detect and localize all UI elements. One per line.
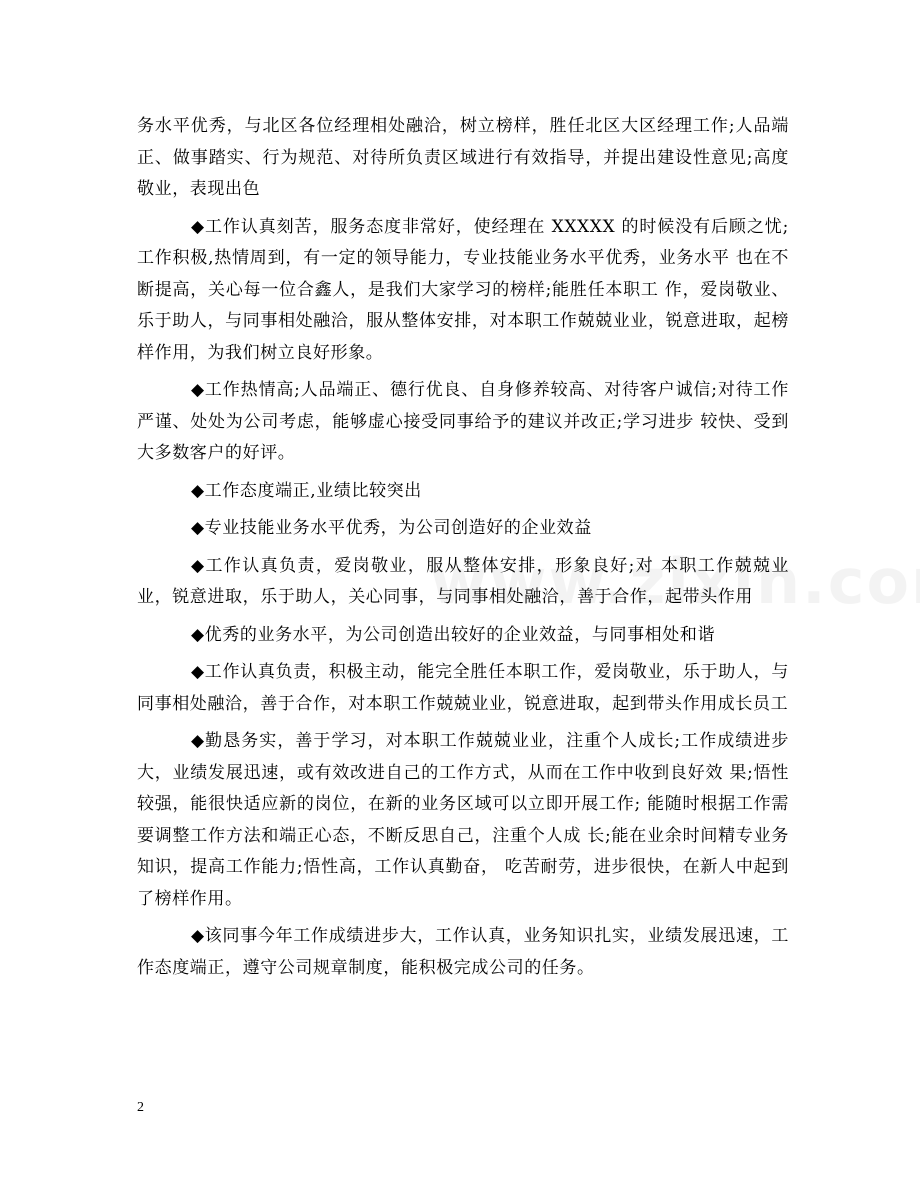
paragraph-bullet: ◆工作认真负责，积极主动，能完全胜任本职工作，爱岗敬业，乐于助人，与同事相处融洽，善于合作，对本职工作兢兢业业，锐意进取，起到带头作用成长员工 xyxy=(137,662,789,714)
paragraph-bullet: ◆专业技能业务水平优秀，为公司创造好的企业效益 xyxy=(191,518,592,538)
paragraph-bullet: ◆工作热情高;人品端正、德行优良、自身修养较高、对待客户诚信;对待工作严谨、处处为公司考虑，能够虚心接受同事给予的建议并改正;学习进步 较快、受到大多数客户的好评。 xyxy=(137,380,789,463)
paragraph-bullet: ◆优秀的业务水平，为公司创造出较好的企业效益，与同事相处和谐 xyxy=(191,624,716,645)
paragraph-bullet: ◆工作认真刻苦，服务态度非常好，使经理在 XXXXX 的时候没有后顾之忧;工作积极,热情周到，有一定的领导能力，专业技能业务水平优秀，业务水平 也在不断提高，关心每一位合鑫人，是我们大家学习的榜样;能胜任本职工 作，爱岗敬业、乐于助人，与同事相处融洽，服从整体安排，对本职工作兢兢业业，锐意进取，起榜样作用，为我们树立良好形象。 xyxy=(137,216,789,363)
paragraph-bullet: ◆工作认真负责，爱岗敬业，服从整体安排，形象良好;对 本职工作兢兢业业，锐意进取，乐于助人，关心同事，与同事相处融洽，善于合作，起带头作用 xyxy=(137,555,789,607)
document-body xyxy=(137,111,789,990)
paragraph-bullet: ◆勤恳务实，善于学习，对本职工作兢兢业业，注重个人成长;工作成绩进步 大，业绩发展迅速，或有效改进自己的工作方式，从而在工作中收到良好效 果;悟性较强，能很快适应新的岗位，在新的业务区域可以立即开展工作; 能随时根据工作需要调整工作方法和端正心态，不断反思自己，注重个人成 长;能在业余时间精专业务知识，提高工作能力;悟性高，工作认真勤奋， 吃苦耐劳，进步很快，在新人中起到了榜样作用。 xyxy=(137,731,789,909)
paragraph-continuation: 务水平优秀，与北区各位经理相处融洽，树立榜样，胜任北区大区经理工作;人品端正、做事踏实、行为规范、对待所负责区域进行有效指导，并提出建设性意见;高度敬业，表现出色 xyxy=(137,116,789,199)
paragraph-bullet: ◆工作态度端正,业绩比较突出 xyxy=(191,480,422,501)
page-number: 2 xyxy=(137,1100,144,1115)
paragraph-bullet: ◆该同事今年工作成绩进步大，工作认真，业务知识扎实，业绩发展迅速，工 作态度端正，遵守公司规章制度，能积极完成公司的任务。 xyxy=(137,926,789,978)
